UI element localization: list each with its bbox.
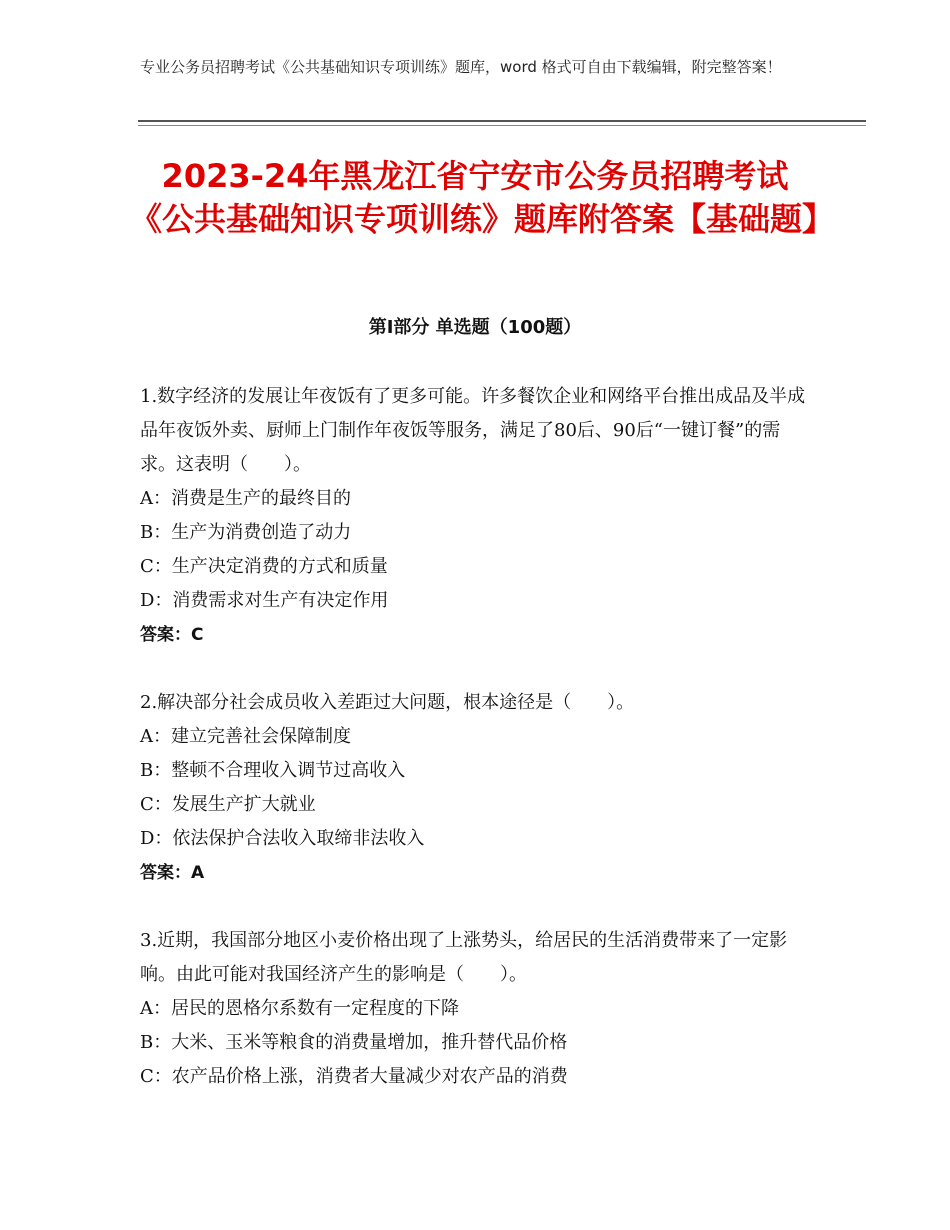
option-a: A：居民的恩格尔系数有一定程度的下降 xyxy=(140,998,459,1019)
option-b: B：整顿不合理收入调节过高收入 xyxy=(140,760,406,781)
header-divider-thin xyxy=(138,125,866,126)
option-c: C：农产品价格上涨，消费者大量减少对农产品的消费 xyxy=(140,1066,568,1087)
option-c: C：生产决定消费的方式和质量 xyxy=(140,556,388,577)
header-divider xyxy=(138,120,866,122)
question-stem: 1.数字经济的发展让年夜饭有了更多可能。许多餐饮企业和网络平台推出成品及半成品年夜饭外卖、厨师上门制作年夜饭等服务，满足了80后、90后“一键订餐”的需求。这表明（ ）。 xyxy=(140,386,806,475)
header-note: 专业公务员招聘考试《公共基础知识专项训练》题库，word 格式可自由下载编辑，附完整答案！ xyxy=(140,58,782,76)
option-d: D：依法保护合法收入取缔非法收入 xyxy=(140,828,425,849)
option-b: B：大米、玉米等粮食的消费量增加，推升替代品价格 xyxy=(140,1032,568,1053)
question-3 xyxy=(140,924,810,1094)
option-c: C：发展生产扩大就业 xyxy=(140,794,316,815)
question-1 xyxy=(140,380,810,652)
section-heading: 第Ⅰ部分 单选题（100题） xyxy=(368,317,582,338)
option-a: A：建立完善社会保障制度 xyxy=(140,726,351,747)
option-a: A：消费是生产的最终目的 xyxy=(140,488,351,509)
option-d: D：消费需求对生产有决定作用 xyxy=(140,590,389,611)
answer: 答案：A xyxy=(140,863,205,883)
question-stem: 2.解决部分社会成员收入差距过大问题，根本途径是（ ）。 xyxy=(140,692,635,713)
question-stem: 3.近期，我国部分地区小麦价格出现了上涨势头，给居民的生活消费带来了一定影响。由此可能对我国经济产生的影响是（ ）。 xyxy=(140,930,788,985)
question-2 xyxy=(140,686,810,890)
document-title: 2023-24年黑龙江省宁安市公务员招聘考试《公共基础知识专项训练》题库附答案【基础题】 xyxy=(130,157,835,238)
answer: 答案：C xyxy=(140,625,204,645)
option-b: B：生产为消费创造了动力 xyxy=(140,522,352,543)
